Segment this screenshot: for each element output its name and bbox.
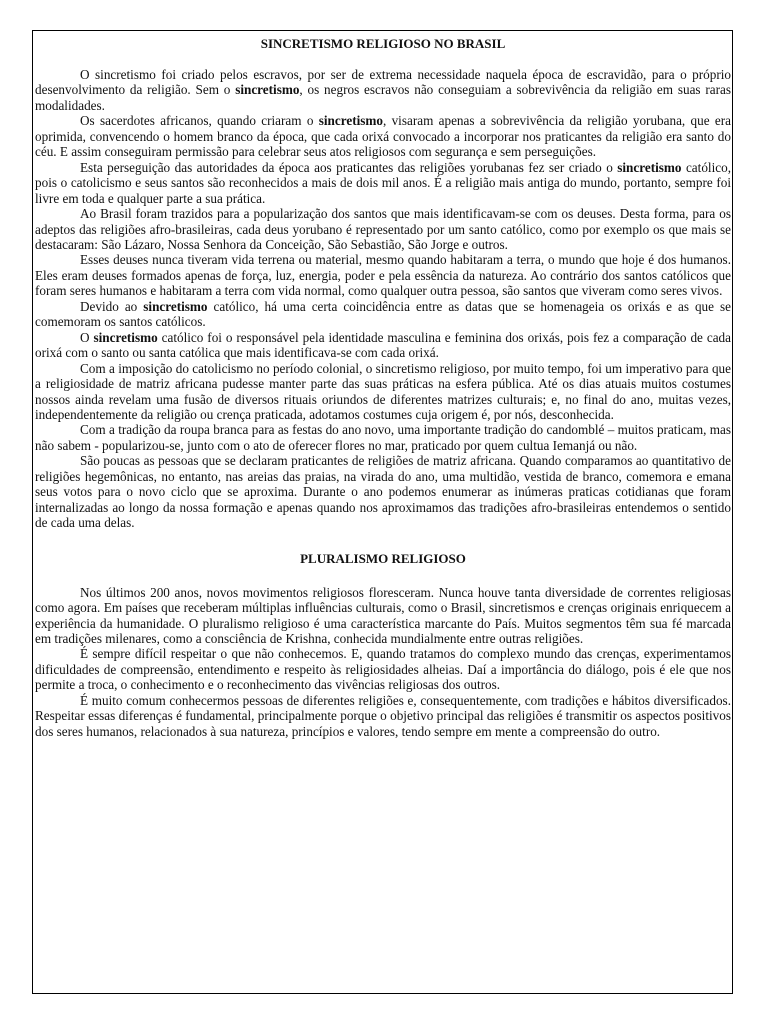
section-title-sincretismo: SINCRETISMO RELIGIOSO NO BRASIL: [260, 36, 506, 51]
bold-term: sincretismo: [93, 329, 158, 345]
text-run: Esses deuses nunca tiveram vida terrena ou material, mesmo quando habitaram a terra, o mundo que hoje é dos humanos. Eles eram deuses formados apenas de força, luz, energia, poder e pela essência da natureza. Ao contrário dos santos católicos que foram seres humanos e habitaram a terra com vida normal, como qualquer outra pessoa, são santos que viveram como seres vivos.: [35, 252, 731, 299]
text-run: Devido ao: [80, 298, 144, 314]
text-run: São poucas as pessoas que se declaram praticantes de religiões de matriz africana. Quando comparamos ao quantitativo de religiões hegemônicas, no entanto, nas areias das praias, na virada do ano, uma multidão, vestida de branco, comemora e emana seus votos para o novo ciclo que se aproxima. Durante o ano podemos enumerar as inúmeras praticas cotidianas que foram internalizadas ao longo da nossa formação e apenas quando nos aproximamos das tradições afro-brasileiras entendemos o sentido de cada uma delas.: [35, 453, 731, 531]
bold-term: sincretismo: [235, 82, 300, 98]
section-pluralismo: [35, 585, 731, 740]
paragraph: [35, 113, 731, 159]
section-sincretismo: [35, 67, 731, 531]
bold-term: sincretismo: [143, 298, 208, 314]
paragraph: [35, 299, 731, 330]
paragraph: [35, 330, 731, 361]
paragraph: [35, 693, 731, 739]
text-run: É muito comum conhecermos pessoas de diferentes religiões e, consequentemente, com tradições e hábitos diversificados. Respeitar essas diferenças é fundamental, principalmente porque o objetivo principal das religiões é transmitir os aspectos positivos dos seres humanos, relacionados à sua natureza, princípios e valores, tendo sempre em mente a compreensão do outro.: [35, 692, 731, 739]
text-run: , os negros escravos não conseguiam a sobrevivência da religião em suas raras modalidades.: [35, 82, 731, 113]
bold-term: sincretismo: [318, 113, 383, 129]
text-run: católico, pois o catolicismo e seus santos são reconhecidos a mais de dois mil anos. É a religião mais antiga do mundo, portanto, sempre foi livre em toda e qualquer parte a sua prática.: [35, 159, 731, 206]
text-run: Nos últimos 200 anos, novos movimentos religiosos floresceram. Nunca houve tanta diversidade de correntes religiosas como agora. Em países que receberam múltiplas influências culturais, como o Brasil, sincretismos e crenças originais enriquecem a experiência da humanidade. O pluralismo religioso é uma característica marcante do País. Muitos segmentos têm sua fé marcada em tradições milenares, como a consciência de Krishna, conhecida mundialmente entre outras religiões.: [35, 584, 731, 646]
text-run: Com a imposição do catolicismo no período colonial, o sincretismo religioso, por muito tempo, foi um imperativo para que a religiosidade de matriz africana pudesse manter parte das suas práticas na esfera pública. Até os dias atuais muitos costumes nossos ainda revelam uma fusão de diversos rituais oriundos de diferentes matrizes culturais; e, no final do ano, muitas vezes, independentemente da religião ou crença praticada, adotamos costumes cuja origem é, por nós, desconhecida.: [35, 360, 731, 422]
text-run: Esta perseguição das autoridades da época aos praticantes das religiões yorubanas fez ser criado o: [80, 159, 618, 175]
text-run: Ao Brasil foram trazidos para a popularização dos santos que mais identificavam-se com os deuses. Desta forma, para os adeptos das religiões afro-brasileiras, cada deus yorubano é representado por um santo católico, como por exemplo os que mais se destacaram: São Lázaro, Nossa Senhora da Conceição, São Sebastião, São Jorge e outros.: [35, 206, 731, 252]
paragraph: [35, 646, 731, 692]
text-run: Os sacerdotes africanos, quando criaram o: [80, 113, 319, 129]
paragraph: [35, 422, 731, 453]
paragraph: [35, 67, 731, 113]
text-run: católico, há uma certa coincidência entre as datas que se homenageia os orixás e as que se comemoram os santos católicos.: [35, 298, 731, 330]
document-body: [35, 36, 731, 739]
text-run: , visaram apenas a sobrevivência da religião yorubana, que era oprimida, convencendo o homem branco da época, que cada orixá convocado a incorporar nos praticantes da religião era santo do céu. E assim conseguiram permissão para celebrar seus atos religiosos com segurança e sem perseguições.: [35, 113, 731, 160]
bold-term: sincretismo: [617, 159, 682, 175]
text-run: católico foi o responsável pela identidade masculina e feminina dos orixás, pois fez a comparação de cada orixá com o santo ou santa católica que mais identificava-se com cada orixá.: [35, 329, 731, 361]
paragraph: [35, 252, 731, 298]
text-run: O sincretismo foi criado pelos escravos, por ser de extrema necessidade naquela época de escravidão, para o próprio desenvolvimento da religião. Sem o: [35, 67, 731, 98]
text-run: O: [80, 329, 94, 345]
paragraph: [35, 206, 731, 252]
paragraph: [35, 453, 731, 530]
paragraph: [35, 361, 731, 423]
text-run: É sempre difícil respeitar o que não conhecemos. E, quando tratamos do complexo mundo das crenças, experimentamos dificuldades de compreensão, entendimento e respeito às religiosidades alheias. Daí a importância do diálogo, pois é ele que nos permite a troca, o conhecimento e o reconhecimento das vivências religiosas dos outros.: [35, 646, 731, 693]
text-run: Com a tradição da roupa branca para as festas do ano novo, uma importante tradição do candomblé – muitos praticam, mas não sabem - popularizou-se, junto com o ato de oferecer flores no mar, praticado por quem cultua Iemanjá ou não.: [35, 422, 731, 453]
paragraph: [35, 585, 731, 647]
section-title-pluralismo: PLURALISMO RELIGIOSO: [300, 550, 466, 566]
paragraph: [35, 160, 731, 206]
